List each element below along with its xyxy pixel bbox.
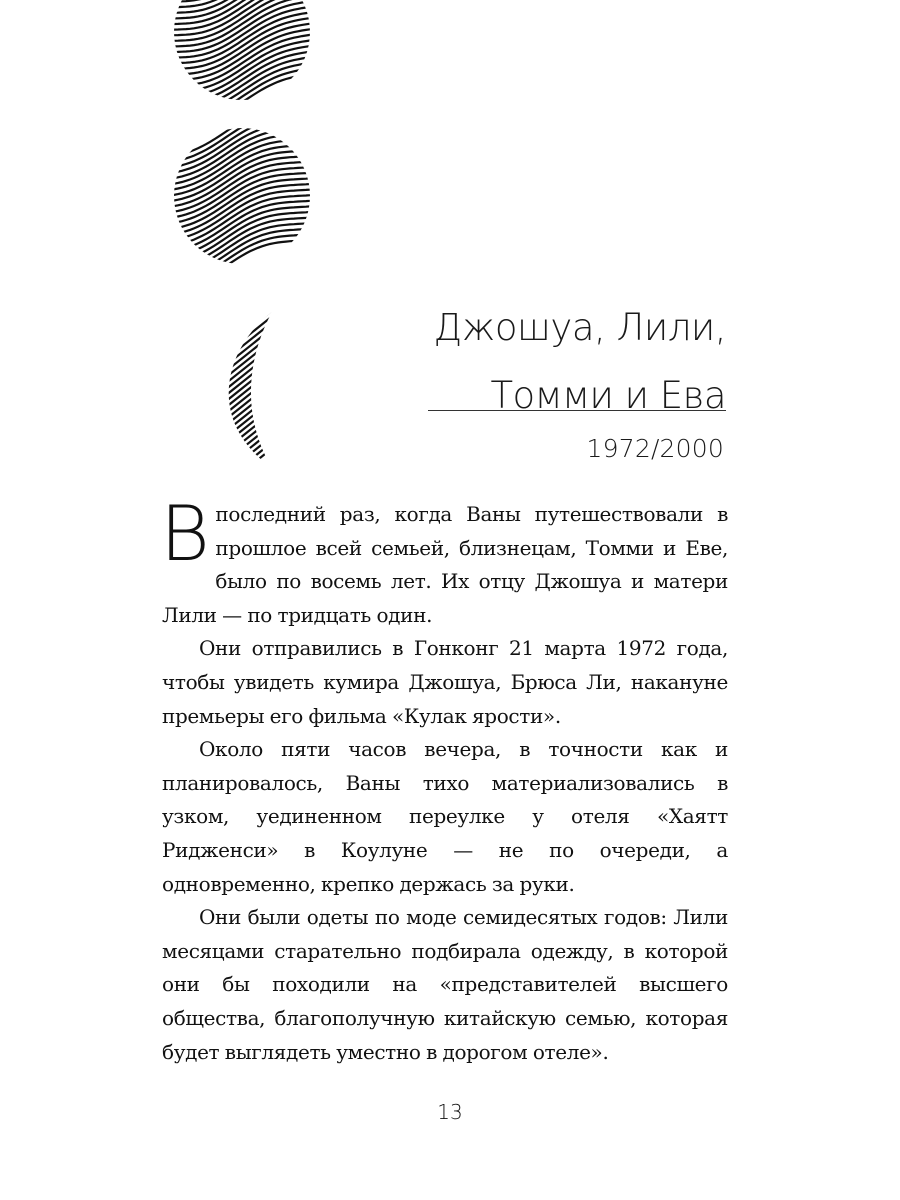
- crescent-line: [190, 374, 290, 454]
- crescent-line: [190, 350, 290, 430]
- crescent-line: [190, 332, 290, 412]
- paragraph-text: последний раз, когда Ваны путешествовали в прошлое всей семьей, близнецам, Томми и Еве, было по восемь лет. Их отцу Джошуа и матери Лили — по тридцать один.: [162, 502, 728, 627]
- chapter-title-line: Джошуа, Лили,: [433, 306, 726, 349]
- crescent-line: [190, 284, 290, 364]
- crescent-icon: [190, 260, 290, 480]
- paragraph: [160, 489, 728, 632]
- crescent-line: [190, 380, 290, 460]
- crescent-line: [190, 290, 290, 370]
- chapter-title-line: Томми и Ева: [490, 374, 726, 417]
- moon-phase-illustration: [150, 0, 350, 480]
- crescent-line: [190, 434, 290, 480]
- crescent-line: [190, 356, 290, 436]
- moon-phase-svg: [150, 0, 350, 480]
- crescent-line: [190, 326, 290, 406]
- crescent-line: [190, 308, 290, 388]
- crescent-line: [190, 296, 290, 376]
- crescent-line: [190, 362, 290, 442]
- crescent-line: [190, 428, 290, 480]
- paragraph: Они были одеты по моде семидесятых годов: Лили месяцами старательно подбирала одежду, в которой они бы походили на «представителей высшего общества, благополучную китайскую семью, которая будет выглядеть уместно в дорогом отеле».: [162, 905, 728, 1064]
- paragraph: Около пяти часов вечера, в точности как и планировалось, Ваны тихо материализовались в узком, уединенном переулке у отеля «Хаятт Ридженси» в Коулуне — не по очереди, а одновременно, крепко держась за руки.: [162, 737, 728, 896]
- crescent-line: [190, 266, 290, 346]
- crescent-line: [190, 398, 290, 478]
- crescent-line: [190, 338, 290, 418]
- crescent-line: [190, 386, 290, 466]
- crescent-line: [190, 344, 290, 424]
- crescent-line: [190, 302, 290, 382]
- page-number: 13: [437, 1100, 463, 1124]
- paragraph: Они отправились в Гонконг 21 марта 1972 года, чтобы увидеть кумира Джошуа, Брюса Ли, накануне премьеры его фильма «Кулак ярости».: [162, 636, 728, 728]
- crescent-line: [190, 278, 290, 358]
- drop-cap: В: [160, 489, 210, 578]
- crescent-line: [190, 260, 290, 340]
- crescent-line: [190, 392, 290, 472]
- wave-circle-icon: [150, 103, 330, 293]
- crescent-line: [190, 368, 290, 448]
- crescent-line: [190, 272, 290, 352]
- wave-circle-icon: [150, 0, 330, 126]
- body-text: [160, 489, 728, 1069]
- crescent-line: [190, 314, 290, 394]
- crescent-line: [190, 320, 290, 400]
- title-divider: [428, 410, 726, 411]
- chapter-years: 1972/2000: [586, 434, 724, 463]
